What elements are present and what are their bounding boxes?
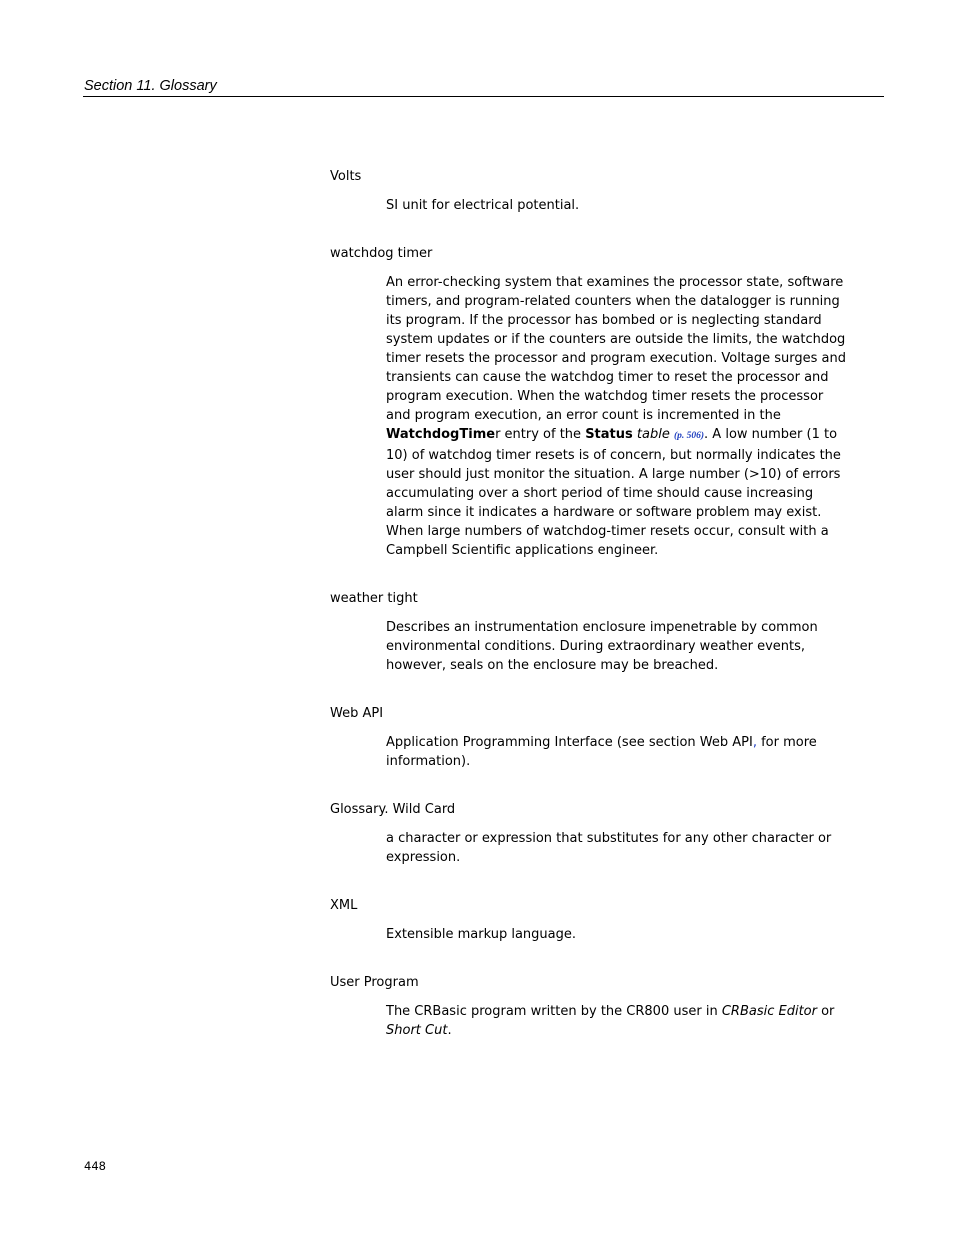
watchdog-field-name: WatchdogTime [386, 427, 496, 442]
definition-text: Application Programming Interface (see section Web API [386, 735, 753, 750]
glossary-entry-xml [330, 896, 860, 944]
glossary-definition [386, 1002, 848, 1040]
crbasic-editor-name: CRBasic Editor [721, 1004, 817, 1019]
glossary-definition: SI unit for electrical potential. [386, 198, 580, 213]
glossary-entry-user-program [330, 973, 860, 1040]
glossary-term: Glossary. Wild Card [330, 802, 456, 817]
glossary-entry-wild-card [330, 800, 860, 867]
definition-text: An error-checking system that examines the processor state, software timers, and program-related counters when the datalogger is running its program. If the processor has bombed or is neglecting standard system updates or if the counters are outside the limits, the watchdog timer resets the processor and program execution. Voltage surges and transients can cause the watchdog timer to reset the processor and program execution. When the watchdog timer resets the processor and program execution, an error count is incremented in the [386, 275, 846, 423]
section-reference-link[interactable]: , [752, 735, 757, 750]
glossary-term: Volts [330, 169, 362, 184]
glossary-definition [386, 733, 848, 771]
section-title: Section 11. Glossary [84, 78, 217, 94]
glossary-definition [386, 273, 848, 560]
definition-text: . [447, 1023, 452, 1038]
definition-text: for more information). [386, 735, 817, 769]
definition-text: The CRBasic program written by the CR800 user in [386, 1004, 722, 1019]
page-header [83, 76, 884, 97]
short-cut-name: Short Cut [386, 1023, 448, 1038]
glossary-entry-weather-tight [330, 589, 860, 675]
page-number: 448 [84, 1159, 106, 1173]
glossary-entry-watchdog-timer [330, 244, 860, 560]
glossary-term: watchdog timer [330, 246, 433, 261]
definition-text: . A low number (1 to 10) of watchdog timer resets is of concern, but normally indicates the user should just monitor the situation. A large number (>10) of errors accumulating over a short period of time should cause increasing alarm since it indicates a hardware or software problem may exist. When large numbers of watchdog-timer resets occur, consult with a Campbell Scientific applications engineer. [386, 427, 841, 558]
status-table-name: Status [585, 427, 633, 442]
definition-text: r entry of the [495, 427, 586, 442]
glossary-definition: a character or expression that substitutes for any other character or expression. [386, 831, 832, 865]
glossary-definition: Extensible markup language. [386, 927, 577, 942]
glossary-entries [330, 167, 860, 1040]
glossary-entry-web-api [330, 704, 860, 771]
glossary-term: Web API [330, 706, 384, 721]
page-reference-link[interactable]: (p. 506) [673, 431, 705, 441]
table-word: table [636, 427, 670, 442]
glossary-term: weather tight [330, 591, 418, 606]
glossary-definition: Describes an instrumentation enclosure impenetrable by common environmental conditions. During extraordinary weather events, however, seals on the enclosure may be breached. [386, 620, 818, 673]
definition-text: or [816, 1004, 835, 1019]
glossary-term: XML [330, 898, 358, 913]
glossary-entry-volts [330, 167, 860, 215]
glossary-term: User Program [330, 975, 419, 990]
